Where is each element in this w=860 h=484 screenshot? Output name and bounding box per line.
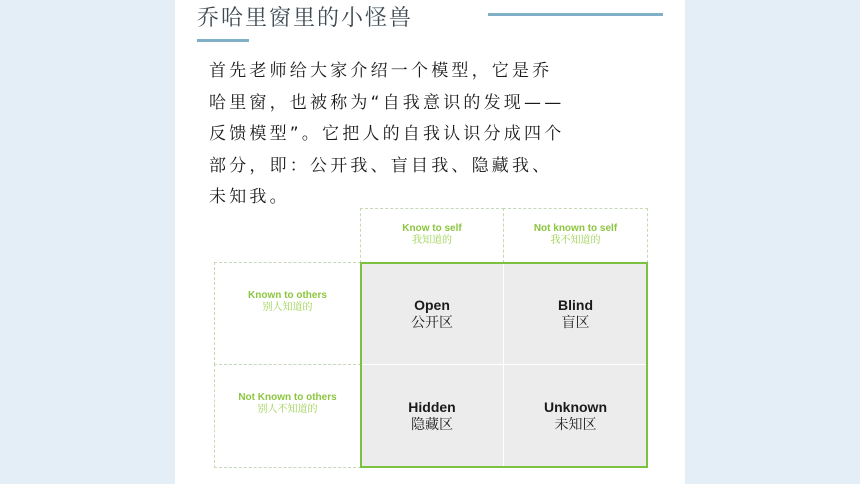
quadrant-open-label: [360, 297, 504, 332]
intro-line: 部分，即：公开我、盲目我、隐藏我、: [209, 155, 553, 176]
quadrant-en: Open: [414, 297, 450, 313]
quadrant-en: Unknown: [544, 399, 607, 415]
col-header-en: Know to self: [402, 223, 462, 234]
quadrant-unknown-label: [503, 399, 648, 434]
quadrant-border: [360, 262, 648, 468]
col-header-known-to-self: [360, 223, 504, 247]
row-header-zh: 别人知道的: [262, 302, 313, 313]
intro-line: 反馈模型”。它把人的自我认识分成四个: [209, 124, 565, 144]
col-header-zh: 我不知道的: [550, 235, 601, 246]
row-header-en: Known to others: [248, 290, 327, 301]
page-title: 乔哈里窗里的小怪兽: [197, 6, 414, 31]
col-header-zh: 我知道的: [412, 235, 452, 246]
row-header-zh: 别人不知道的: [257, 404, 318, 415]
quadrant-en: Blind: [558, 297, 593, 313]
quadrant-zh: 未知区: [554, 417, 597, 433]
row-header-not-known-to-others: [214, 392, 361, 416]
intro-line: 未知我。: [209, 187, 290, 207]
title-underline: [197, 39, 249, 42]
title-accent-line: [488, 13, 663, 16]
quadrant-zh: 公开区: [411, 315, 453, 331]
row-header-en: Not Known to others: [238, 392, 337, 403]
row-header-cell-not-others: [214, 364, 361, 468]
col-header-en: Not known to self: [533, 223, 618, 234]
intro-paragraph: [209, 56, 669, 214]
col-header-not-known-to-self: [503, 223, 648, 247]
row-header-known-to-others: [214, 290, 361, 314]
quadrant-en: Hidden: [408, 399, 456, 415]
intro-line: 哈里窗，也被称为“自我意识的发现——: [209, 92, 565, 113]
quadrant-blind-label: [503, 297, 648, 332]
quadrant-zh: 隐藏区: [411, 417, 453, 433]
quadrant-hidden-label: [360, 399, 504, 434]
quadrant-zh: 盲区: [561, 315, 590, 331]
intro-line: 首先老师给大家介绍一个模型，它是乔: [209, 61, 553, 81]
